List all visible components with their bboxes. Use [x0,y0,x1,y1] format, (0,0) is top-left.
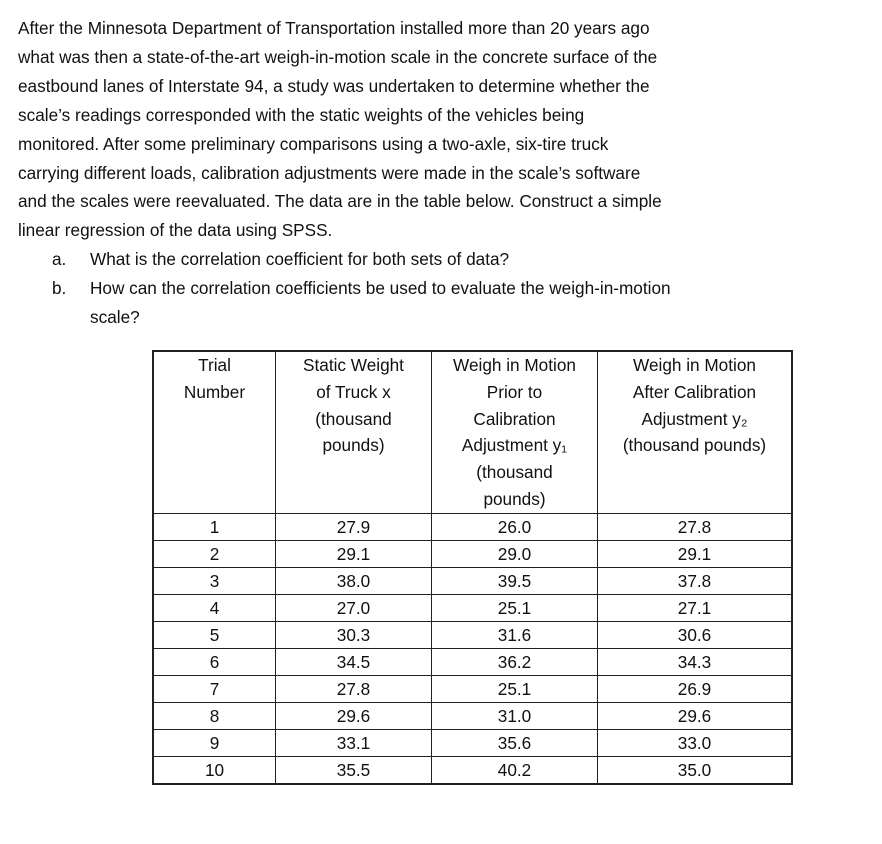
trial-number-cell: 7 [153,675,276,702]
table-row [153,702,792,729]
static-weight-cell: 35.5 [276,756,432,784]
table-body [153,513,792,784]
wim-after-cell: 27.8 [598,513,793,540]
wim-after-cell: 26.9 [598,675,793,702]
wim-after-cell: 33.0 [598,729,793,756]
wim-prior-cell: 40.2 [432,756,598,784]
question-text-continued: scale? [90,306,140,327]
trial-number-cell: 6 [153,648,276,675]
trial-number-cell: 3 [153,567,276,594]
table-row [153,567,792,594]
trial-number-cell: 9 [153,729,276,756]
wim-after-cell: 34.3 [598,648,793,675]
question-b [52,274,832,332]
wim-after-cell: 27.1 [598,594,793,621]
question-text: What is the correlation coefficient for both sets of data? [90,249,510,269]
trial-number-cell: 5 [153,621,276,648]
static-weight-cell: 34.5 [276,648,432,675]
static-weight-cell: 29.6 [276,702,432,729]
paragraph-line: monitored. After some preliminary comparisons using a two-axle, six-tire truck [18,133,609,154]
trial-number-cell: 1 [153,513,276,540]
table-row [153,540,792,567]
question-marker: a. [52,249,67,269]
wim-after-cell: 35.0 [598,756,793,784]
wim-after-cell: 30.6 [598,621,793,648]
static-weight-cell: 30.3 [276,621,432,648]
paragraph-line: scale’s readings corresponded with the static weights of the vehicles being [18,104,585,125]
wim-prior-cell: 25.1 [432,675,598,702]
header-wim-after: Weigh in Motion After Calibration Adjustment y₂ (thousand pounds) [598,351,793,513]
table-row [153,756,792,784]
wim-prior-cell: 25.1 [432,594,598,621]
wim-prior-cell: 31.6 [432,621,598,648]
table-row [153,648,792,675]
problem-paragraph [18,14,818,245]
static-weight-cell: 27.9 [276,513,432,540]
static-weight-cell: 27.8 [276,675,432,702]
table-row [153,513,792,540]
table-row [153,675,792,702]
paragraph-line: what was then a state-of-the-art weigh-in-motion scale in the concrete surface of the [18,46,658,67]
table-header-row [153,351,792,513]
question-a [52,245,832,274]
wim-prior-cell: 31.0 [432,702,598,729]
trial-number-cell: 10 [153,756,276,784]
trial-number-cell: 8 [153,702,276,729]
question-text: How can the correlation coefficients be used to evaluate the weigh-in-motion [90,277,671,298]
wim-after-cell: 29.6 [598,702,793,729]
trial-number-cell: 2 [153,540,276,567]
header-wim-prior: Weigh in Motion Prior to Calibration Adjustment y₁ (thousand pounds) [432,351,598,513]
static-weight-cell: 38.0 [276,567,432,594]
wim-prior-cell: 39.5 [432,567,598,594]
static-weight-cell: 27.0 [276,594,432,621]
wim-prior-cell: 29.0 [432,540,598,567]
trial-number-cell: 4 [153,594,276,621]
static-weight-cell: 29.1 [276,540,432,567]
question-list [52,245,832,332]
wim-after-cell: 37.8 [598,567,793,594]
table-row [153,729,792,756]
wim-after-cell: 29.1 [598,540,793,567]
paragraph-line: and the scales were reevaluated. The data are in the table below. Construct a simple [18,191,662,212]
wim-prior-cell: 26.0 [432,513,598,540]
data-table [152,350,793,785]
paragraph-line: linear regression of the data using SPSS. [18,220,333,241]
paragraph-line: After the Minnesota Department of Transportation installed more than 20 years ago [18,18,650,38]
header-static-weight: Static Weight of Truck x (thousand pounds) [276,351,432,513]
static-weight-cell: 33.1 [276,729,432,756]
paragraph-line: carrying different loads, calibration adjustments were made in the scale’s software [18,162,641,183]
wim-prior-cell: 35.6 [432,729,598,756]
header-trial-number: Trial Number [153,351,276,513]
wim-prior-cell: 36.2 [432,648,598,675]
table-row [153,621,792,648]
paragraph-line: eastbound lanes of Interstate 94, a study was undertaken to determine whether the [18,75,650,96]
question-marker: b. [52,277,67,298]
table-row [153,594,792,621]
